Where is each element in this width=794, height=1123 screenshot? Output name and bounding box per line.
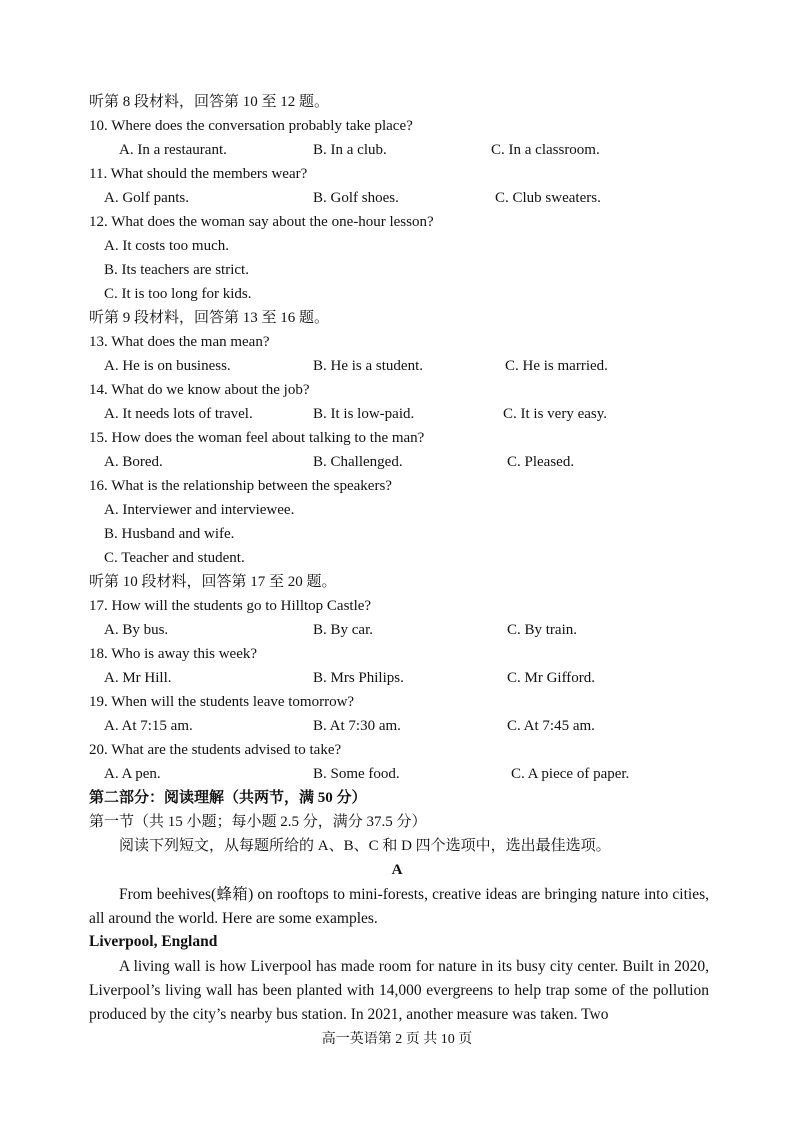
section-10-instruction: 听第 10 段材料，回答第 17 至 20 题。 [89,574,337,590]
question-14-stem: 14. What do we know about the job? [89,382,310,398]
option-b: B. Challenged. [313,454,403,470]
page-footer: 高一英语第 2 页 共 10 页 [321,1032,473,1047]
option-a: A. At 7:15 am. [104,718,193,734]
question-10-stem: 10. Where does the conversation probably take place? [89,118,413,134]
option-b: B. Some food. [313,766,400,782]
option-c: C. Club sweaters. [495,190,601,206]
option-b: B. He is a student. [313,358,423,374]
option-b: B. By car. [313,622,373,638]
option-c: C. In a classroom. [491,142,600,158]
option-c: C. At 7:45 am. [507,718,595,734]
question-16-option-c: C. Teacher and student. [104,550,245,566]
question-16-option-b: B. Husband and wife. [104,526,235,542]
reading-instruction: 阅读下列短文，从每题所给的 A、B、C 和 D 四个选项中，选出最佳选项。 [119,838,611,854]
option-c: C. Pleased. [507,454,575,470]
option-b: B. Golf shoes. [313,190,399,206]
question-12-stem: 12. What does the woman say about the one-hour lesson? [89,214,434,230]
option-a: A. In a restaurant. [119,142,227,158]
option-c: C. A piece of paper. [511,766,630,782]
question-16-option-a: A. Interviewer and interviewee. [104,502,295,518]
option-b: B. It is low-paid. [313,406,415,422]
option-b: B. In a club. [313,142,387,158]
option-c: C. It is very easy. [503,406,608,422]
option-a: A. Mr Hill. [104,670,172,686]
passage-intro: From beehives(蜂箱) on rooftops to mini-forests, creative ideas are bringing nature into cities, all around the world. Here are some examples. [89,886,709,927]
question-17-stem: 17. How will the students go to Hilltop Castle? [89,598,372,614]
question-12-option-c: C. It is too long for kids. [104,286,252,302]
question-18-stem: 18. Who is away this week? [89,646,258,662]
question-20-stem: 20. What are the students advised to take? [89,742,342,758]
question-12-option-b: B. Its teachers are strict. [104,262,249,278]
option-a: A. By bus. [104,622,169,638]
question-11-stem: 11. What should the members wear? [89,166,308,182]
section-one-heading: 第一节（共 15 小题；每小题 2.5 分，满分 37.5 分） [89,814,427,830]
passage-subheading: Liverpool, England [89,933,218,950]
option-a: A. He is on business. [104,358,231,374]
option-c: C. Mr Gifford. [507,670,596,686]
passage-body: A living wall is how Liverpool has made room for nature in its busy city center. Built in 2020, Liverpool’s living wall has been planted with 14,000 evergreens to help trap some of the pollution produced by the city’s nearby bus station. In 2021, another measure was taken. Two [89,958,709,1023]
option-a: A. Bored. [104,454,163,470]
section-9-instruction: 听第 9 段材料，回答第 13 至 16 题。 [89,310,330,326]
question-15-stem: 15. How does the woman feel about talking to the man? [89,430,425,446]
part-two-heading: 第二部分：阅读理解（共两节，满 50 分） [89,790,367,806]
option-a: A. It needs lots of travel. [104,406,253,422]
option-a: A. Golf pants. [104,190,189,206]
option-a: A. A pen. [104,766,161,782]
option-c: C. By train. [507,622,577,638]
question-13-stem: 13. What does the man mean? [89,334,270,350]
option-b: B. Mrs Philips. [313,670,404,686]
section-8-instruction: 听第 8 段材料，回答第 10 至 12 题。 [89,94,330,110]
question-16-stem: 16. What is the relationship between the speakers? [89,478,392,494]
option-b: B. At 7:30 am. [313,718,401,734]
passage-letter: A [391,862,403,878]
option-c: C. He is married. [505,358,608,374]
question-19-stem: 19. When will the students leave tomorrow? [89,694,355,710]
question-12-option-a: A. It costs too much. [104,238,229,254]
